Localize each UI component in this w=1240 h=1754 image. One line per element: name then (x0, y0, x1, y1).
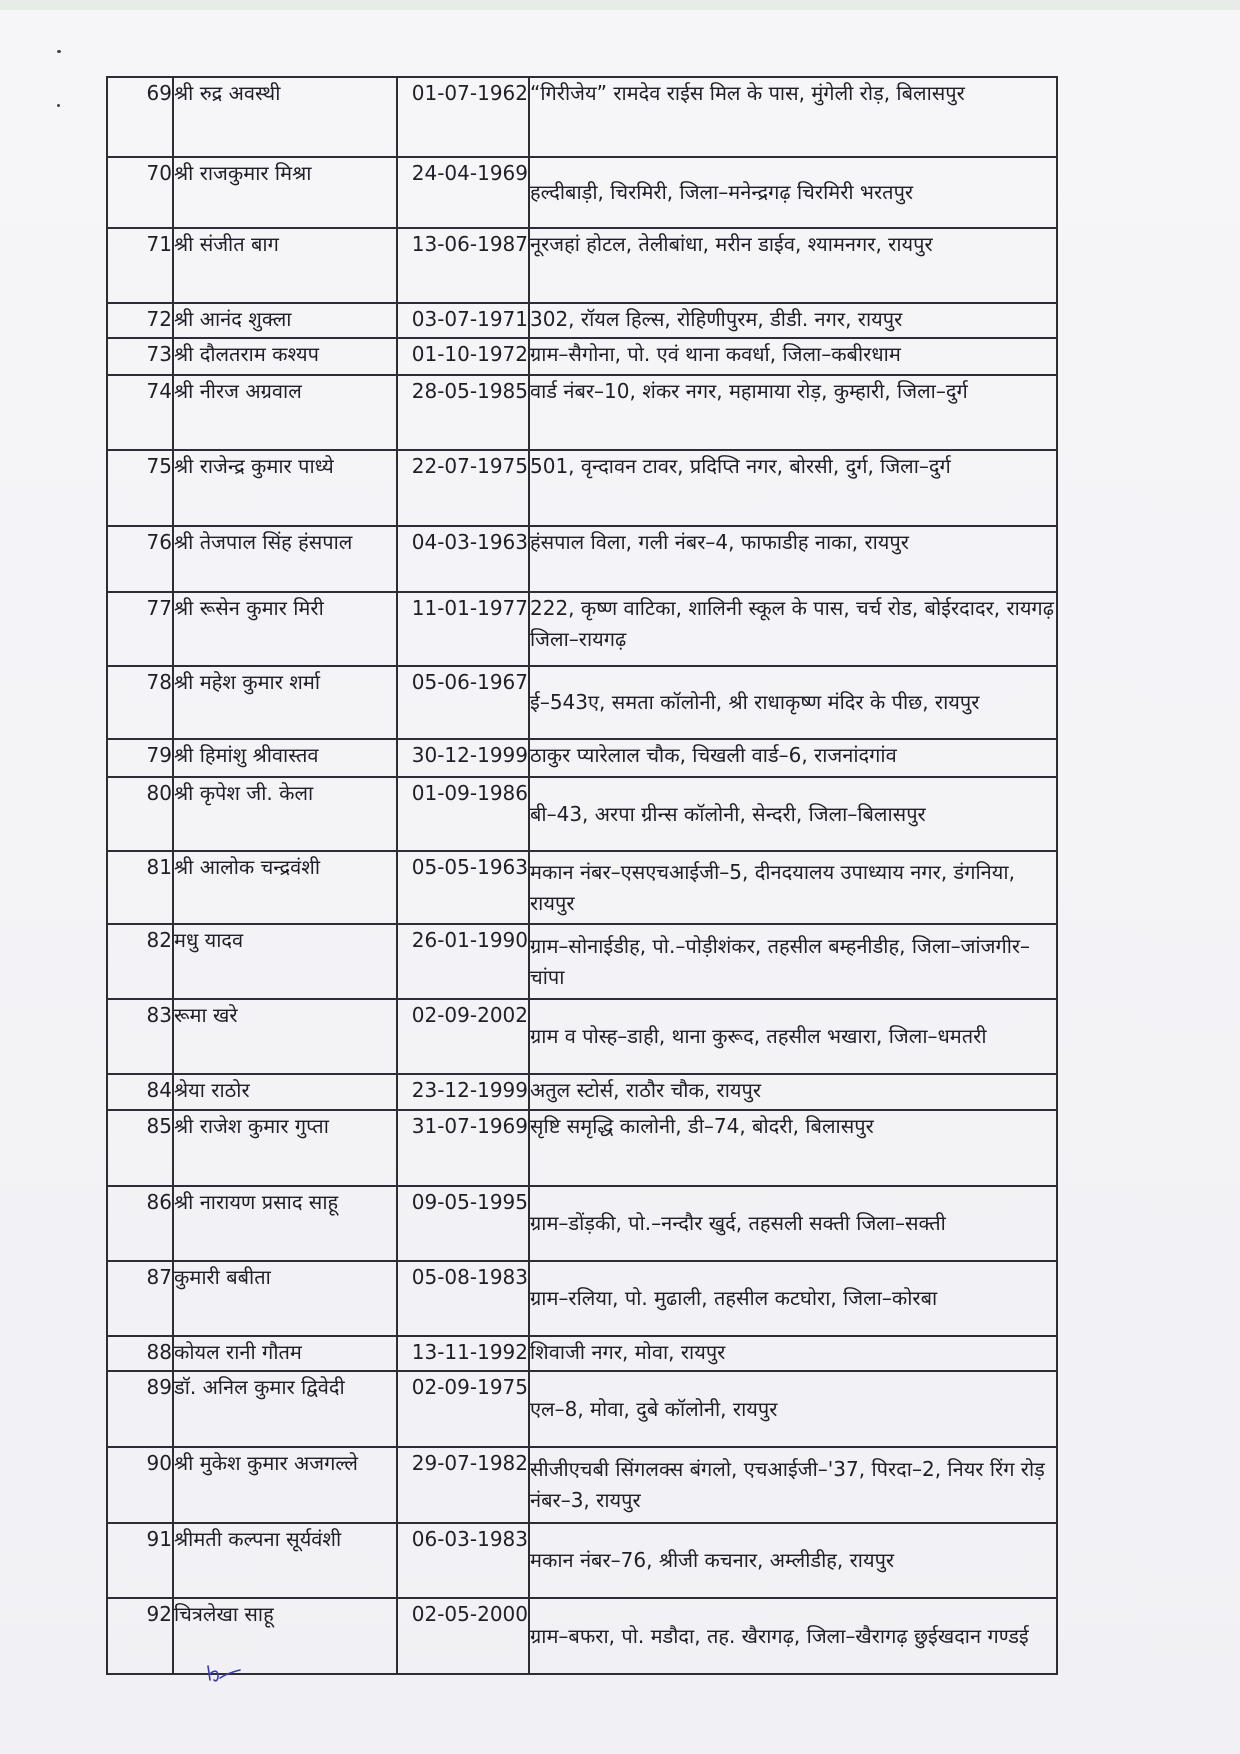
date-of-birth: 22-07-1975 (397, 450, 529, 526)
table-row (107, 1186, 1057, 1261)
table-row (107, 851, 1057, 924)
person-name: श्री तेजपाल सिंह हंसपाल (173, 526, 397, 592)
table-row (107, 1371, 1057, 1447)
serial-number: 70 (107, 157, 173, 228)
serial-number: 84 (107, 1074, 173, 1110)
table-row (107, 157, 1057, 228)
person-name: श्रीमती कल्पना सूर्यवंशी (173, 1523, 397, 1598)
serial-number: 73 (107, 338, 173, 375)
table-row (107, 777, 1057, 851)
table-row (107, 739, 1057, 777)
date-of-birth: 30-12-1999 (397, 739, 529, 777)
date-of-birth: 03-07-1971 (397, 303, 529, 338)
address: मकान नंबर–एसएचआईजी–5, दीनदयालय उपाध्याय नगर, डंगनिया, रायपुर (529, 851, 1057, 924)
date-of-birth: 02-05-2000 (397, 1598, 529, 1674)
table-row (107, 228, 1057, 303)
table-row (107, 1336, 1057, 1371)
date-of-birth: 02-09-2002 (397, 999, 529, 1074)
table-row (107, 450, 1057, 526)
address: सृष्टि समृद्धि कालोनी, डी–74, बोदरी, बिलासपुर (529, 1110, 1057, 1186)
table-row (107, 924, 1057, 999)
date-of-birth: 24-04-1969 (397, 157, 529, 228)
serial-number: 88 (107, 1336, 173, 1371)
date-of-birth: 09-05-1995 (397, 1186, 529, 1261)
address: ई–543ए, समता कॉलोनी, श्री राधाकृष्ण मंदिर के पीछ, रायपुर (529, 666, 1057, 739)
serial-number: 82 (107, 924, 173, 999)
address: ठाकुर प्यारेलाल चौक, चिखली वार्ड–6, राजनांदगांव (529, 739, 1057, 777)
address: ग्राम–बफरा, पो. मडौदा, तह. खैरागढ़, जिला–खैरागढ़ छुईखदान गण्डई (529, 1598, 1057, 1674)
serial-number: 71 (107, 228, 173, 303)
address: हल्दीबाड़ी, चिरमिरी, जिला–मनेन्द्रगढ़ चिरमिरी भरतपुर (529, 157, 1057, 228)
scan-edge-band (0, 0, 1240, 10)
address: ग्राम–सोनाईडीह, पो.–पोड़ीशंकर, तहसील बम्हनीडीह, जिला–जांजगीर–चांपा (529, 924, 1057, 999)
serial-number: 91 (107, 1523, 173, 1598)
address: वार्ड नंबर–10, शंकर नगर, महामाया रोड़, कुम्हारी, जिला–दुर्ग (529, 375, 1057, 450)
address: अतुल स्टोर्स, राठौर चौक, रायपुर (529, 1074, 1057, 1110)
address: ग्राम व पोस्ह–डाही, थाना कुरूद, तहसील भखारा, जिला–धमतरी (529, 999, 1057, 1074)
address: मकान नंबर–76, श्रीजी कचनार, अम्लीडीह, रायपुर (529, 1523, 1057, 1598)
date-of-birth: 11-01-1977 (397, 592, 529, 666)
person-name: रूमा खरे (173, 999, 397, 1074)
serial-number: 69 (107, 77, 173, 157)
person-name: श्री राजेन्द्र कुमार पाध्ये (173, 450, 397, 526)
serial-number: 80 (107, 777, 173, 851)
date-of-birth: 05-08-1983 (397, 1261, 529, 1336)
table-row (107, 526, 1057, 592)
date-of-birth: 31-07-1969 (397, 1110, 529, 1186)
person-name: श्रेया राठोर (173, 1074, 397, 1110)
serial-number: 85 (107, 1110, 173, 1186)
records-table (106, 76, 1058, 1675)
scan-speck (57, 104, 60, 107)
date-of-birth: 05-06-1967 (397, 666, 529, 739)
person-name: श्री महेश कुमार शर्मा (173, 666, 397, 739)
serial-number: 92 (107, 1598, 173, 1674)
table-row (107, 999, 1057, 1074)
person-name: श्री रूसेन कुमार मिरी (173, 592, 397, 666)
address: “गिरीजेय” रामदेव राईस मिल के पास, मुंगेली रोड़, बिलासपुर (529, 77, 1057, 157)
date-of-birth: 13-11-1992 (397, 1336, 529, 1371)
person-name: कुमारी बबीता (173, 1261, 397, 1336)
serial-number: 81 (107, 851, 173, 924)
person-name: मधु यादव (173, 924, 397, 999)
person-name: श्री राजेश कुमार गुप्ता (173, 1110, 397, 1186)
person-name: श्री दौलतराम कश्यप (173, 338, 397, 375)
table-row (107, 77, 1057, 157)
address: 501, वृन्दावन टावर, प्रदिप्ति नगर, बोरसी, दुर्ग, जिला–दुर्ग (529, 450, 1057, 526)
person-name: श्री संजीत बाग (173, 228, 397, 303)
person-name: चित्रलेखा साहू (173, 1598, 397, 1674)
table-row (107, 1074, 1057, 1110)
person-name: श्री मुकेश कुमार अजगल्ले (173, 1447, 397, 1523)
table-row (107, 1110, 1057, 1186)
scan-speck (57, 50, 61, 53)
date-of-birth: 04-03-1963 (397, 526, 529, 592)
address: शिवाजी नगर, मोवा, रायपुर (529, 1336, 1057, 1371)
address: ग्राम–सैगोना, पो. एवं थाना कवर्धा, जिला–कबीरधाम (529, 338, 1057, 375)
table-row (107, 1598, 1057, 1674)
table-row (107, 375, 1057, 450)
serial-number: 89 (107, 1371, 173, 1447)
date-of-birth: 05-05-1963 (397, 851, 529, 924)
person-name: श्री आलोक चन्द्रवंशी (173, 851, 397, 924)
date-of-birth: 01-09-1986 (397, 777, 529, 851)
person-name: श्री हिमांशु श्रीवास्तव (173, 739, 397, 777)
table-row (107, 1447, 1057, 1523)
address: बी–43, अरपा ग्रीन्स कॉलोनी, सेन्दरी, जिला–बिलासपुर (529, 777, 1057, 851)
date-of-birth: 23-12-1999 (397, 1074, 529, 1110)
date-of-birth: 26-01-1990 (397, 924, 529, 999)
table-row (107, 666, 1057, 739)
table-row (107, 338, 1057, 375)
person-name: श्री राजकुमार मिश्रा (173, 157, 397, 228)
date-of-birth: 01-10-1972 (397, 338, 529, 375)
serial-number: 79 (107, 739, 173, 777)
table-row (107, 1261, 1057, 1336)
person-name: श्री नीरज अग्रवाल (173, 375, 397, 450)
serial-number: 90 (107, 1447, 173, 1523)
address: एल–8, मोवा, दुबे कॉलोनी, रायपुर (529, 1371, 1057, 1447)
address: 222, कृष्ण वाटिका, शालिनी स्कूल के पास, चर्च रोड, बोईरदादर, रायगढ़ जिला–रायगढ़ (529, 592, 1057, 666)
table-row (107, 1523, 1057, 1598)
table-row (107, 592, 1057, 666)
address: ग्राम–रलिया, पो. मुढाली, तहसील कटघोरा, जिला–कोरबा (529, 1261, 1057, 1336)
person-name: कोयल रानी गौतम (173, 1336, 397, 1371)
address: हंसपाल विला, गली नंबर–4, फाफाडीह नाका, रायपुर (529, 526, 1057, 592)
address: ग्राम–डोंड़की, पो.–नन्दौर खुर्द, तहसली सक्ती जिला–सक्ती (529, 1186, 1057, 1261)
serial-number: 76 (107, 526, 173, 592)
date-of-birth: 28-05-1985 (397, 375, 529, 450)
date-of-birth: 13-06-1987 (397, 228, 529, 303)
table-row (107, 303, 1057, 338)
serial-number: 75 (107, 450, 173, 526)
person-name: श्री कृपेश जी. केला (173, 777, 397, 851)
person-name: श्री आनंद शुक्ला (173, 303, 397, 338)
handwritten-initials (204, 1662, 244, 1686)
address: 302, रॉयल हिल्स, रोहिणीपुरम, डीडी. नगर, रायपुर (529, 303, 1057, 338)
date-of-birth: 01-07-1962 (397, 77, 529, 157)
person-name: श्री नारायण प्रसाद साहू (173, 1186, 397, 1261)
date-of-birth: 29-07-1982 (397, 1447, 529, 1523)
serial-number: 74 (107, 375, 173, 450)
serial-number: 86 (107, 1186, 173, 1261)
person-name: श्री रुद्र अवस्थी (173, 77, 397, 157)
date-of-birth: 06-03-1983 (397, 1523, 529, 1598)
address: नूरजहां होटल, तेलीबांधा, मरीन डाईव, श्यामनगर, रायपुर (529, 228, 1057, 303)
date-of-birth: 02-09-1975 (397, 1371, 529, 1447)
person-name: डॉ. अनिल कुमार द्विवेदी (173, 1371, 397, 1447)
address: सीजीएचबी सिंगलक्स बंगलो, एचआईजी–'37, पिरदा–2, नियर रिंग रोड़ नंबर–3, रायपुर (529, 1447, 1057, 1523)
serial-number: 72 (107, 303, 173, 338)
serial-number: 77 (107, 592, 173, 666)
serial-number: 83 (107, 999, 173, 1074)
serial-number: 87 (107, 1261, 173, 1336)
serial-number: 78 (107, 666, 173, 739)
